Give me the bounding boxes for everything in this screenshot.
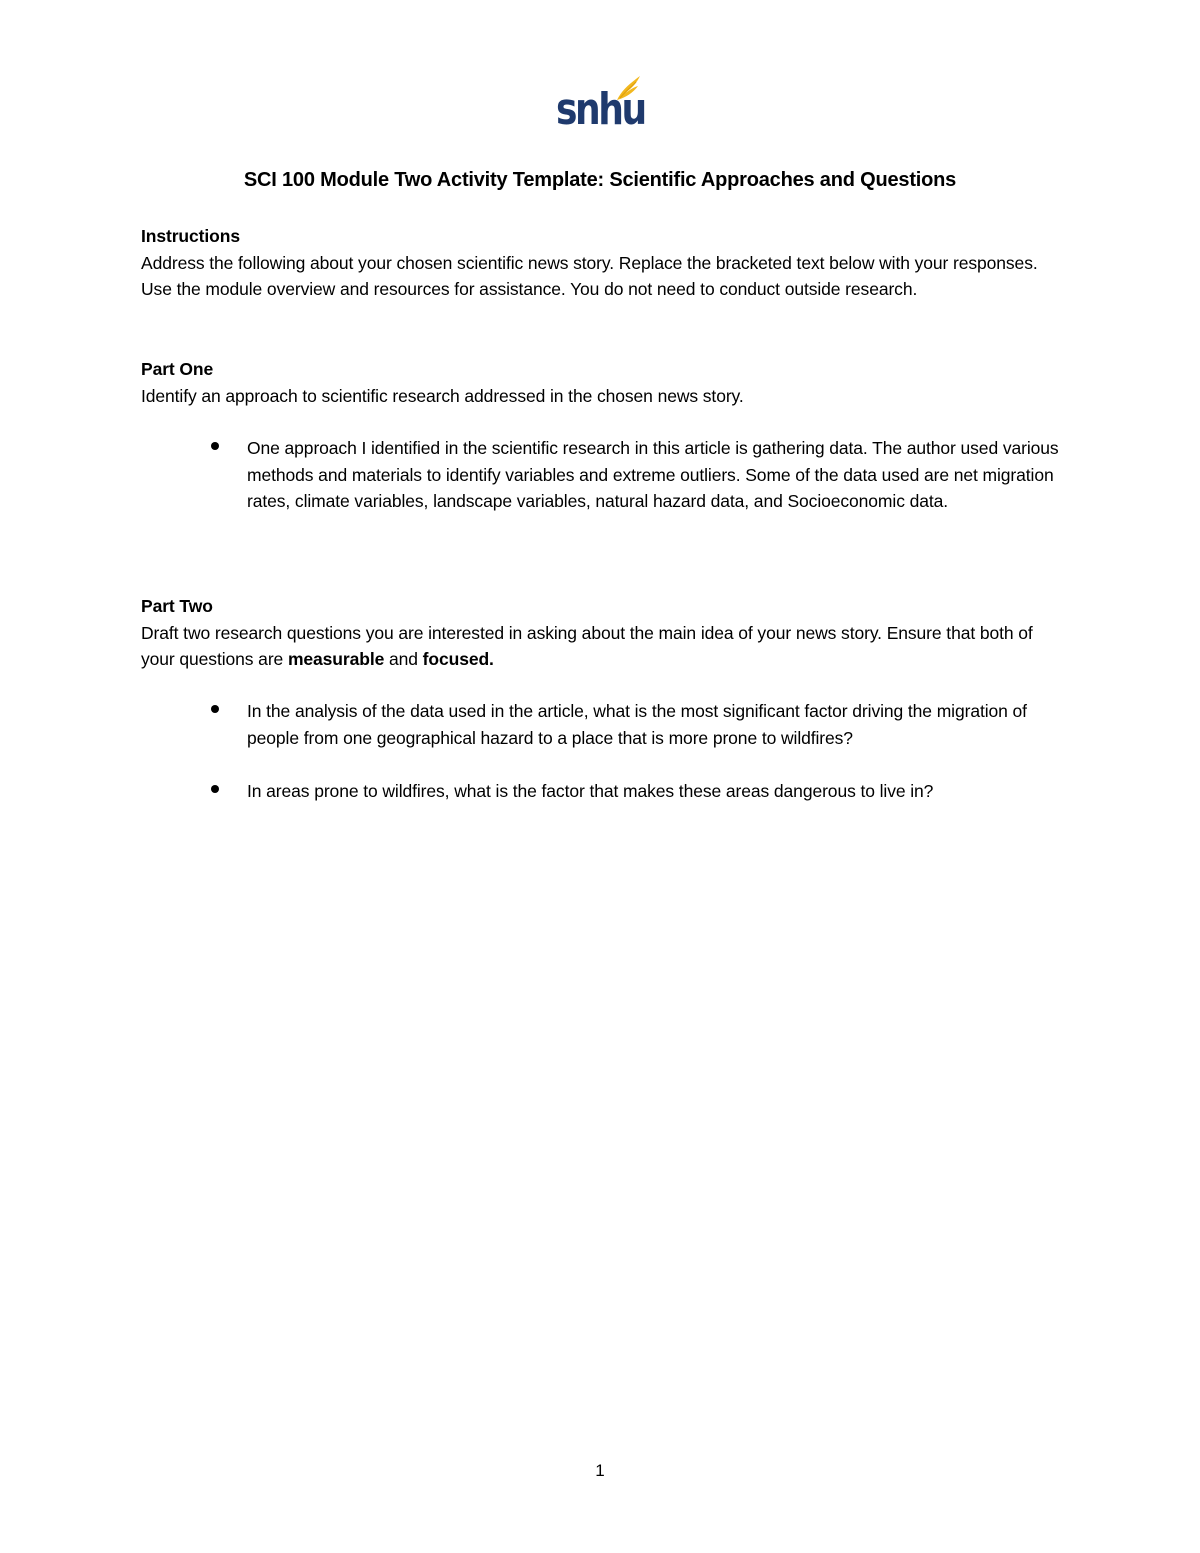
part-two-bullet-list [141,698,1061,804]
page-number: 1 [595,1461,605,1480]
part-one-bullet-list [141,435,1061,515]
list-item [141,778,1067,805]
part-one-section [141,356,1061,409]
document-title: SCI 100 Module Two Activity Template: Scientific Approaches and Questions [243,169,957,191]
part-one-prompt: Identify an approach to scientific research addressed in the chosen news story. [141,385,744,406]
bullet-icon [211,442,219,450]
measurable-emphasis: measurable [287,649,385,669]
part-one-answer: One approach I identified in the scientific research in this article is gathering data. The author used various methods and materials to identify variables and extreme outliers. Some of the data used are net migration rates, climate variables, landscape variables, natural hazard data, and Socioeconomic data. [247,438,1059,511]
part-one-heading: Part One [141,359,214,379]
bullet-icon [211,785,219,793]
list-item [141,698,1067,751]
instructions-body: Address the following about your chosen scientific news story. Replace the bracketed text below with your responses. Use the module overview and resources for assistance. You do not need to conduct outside research. [141,252,1038,299]
part-two-prompt [141,620,1061,673]
part-two-section [141,593,1061,673]
part-two-prompt-text: Draft two research questions you are interested in asking about the main idea of your news story. Ensure that both of your questions are [141,622,1033,669]
snhu-logo [552,74,644,134]
instructions-heading: Instructions [141,226,240,246]
logo-wordmark: snhu [556,84,645,135]
instructions-section [141,223,1061,303]
list-item [141,435,1067,515]
research-question-1: In the analysis of the data used in the article, what is the most significant factor driving the migration of people from one geographical hazard to a place that is more prone to wildfires? [247,701,1027,748]
part-two-prompt-joiner: and [384,649,423,669]
research-question-2: In areas prone to wildfires, what is the factor that makes these areas dangerous to live in? [247,780,934,801]
part-two-heading: Part Two [141,596,213,616]
focused-emphasis: focused. [422,649,494,669]
bullet-icon [211,705,219,713]
